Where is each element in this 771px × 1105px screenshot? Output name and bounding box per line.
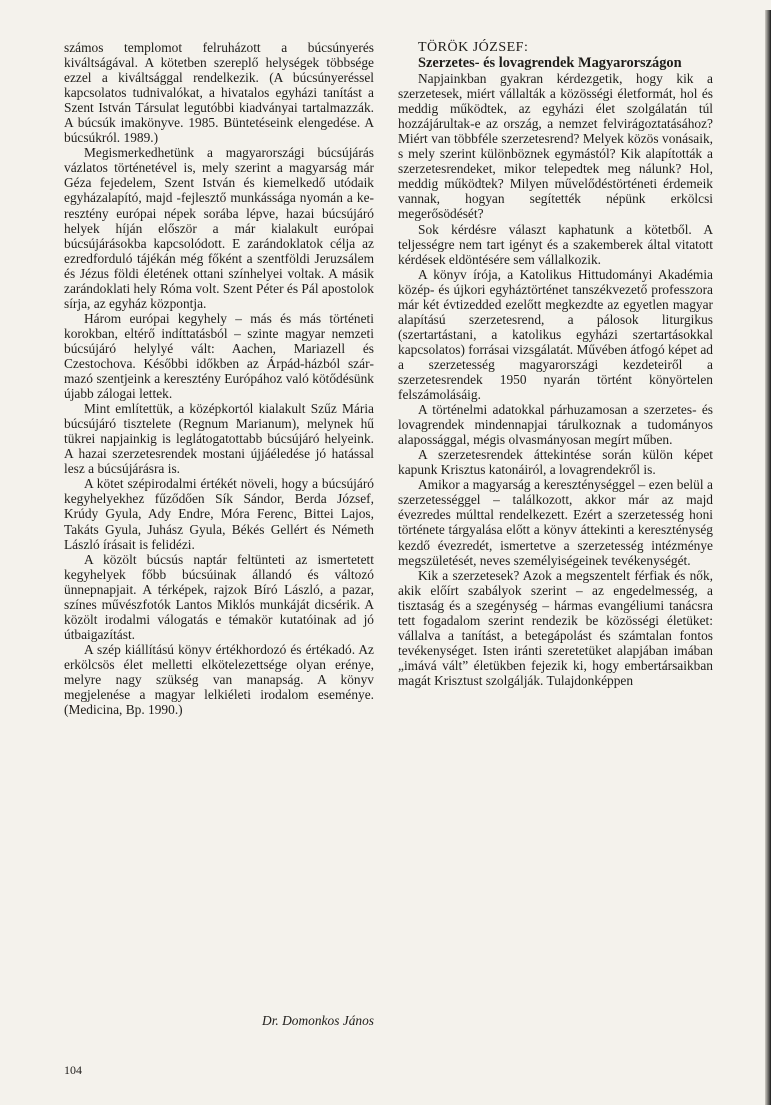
left-paragraph-2: Megismerkedhetünk a magyarországi búcsújárás vázlatos történetével is, mely szerint a magyarság már Géza fejedelem, Szent István és kiemelkedő utódaik egyházalapító, majd -fejlesztő munkássága nyomán a keresztény európai népek sorába lépve, hazai búcsújáró helyek híján először a már kialakult európai búcsújárásokba kapcsolódott. E zarándoklatok célja az ezredforduló tájékán még főként a szentföldi Jeruzsálem és Jézus földi életének ottani színhelyei voltak. A másik zarándoklati hely Róma volt. Szent Péter és Pál apostolok sírja, az egyház központja. — [64, 145, 374, 311]
scan-edge-shadow — [765, 10, 771, 1105]
page-number: 104 — [64, 1063, 82, 1077]
right-paragraph-2: Sok kérdésre választ kaphatunk a kötetből. A teljességre nem tart igényt és a szakemberek által vitatott kérdések eldöntésére sem vállalkozik. — [398, 221, 713, 267]
right-paragraph-3: A könyv írója, a Katolikus Hittudományi Akadémia közép- és újkori egyháztörténet tanszékvezető professzora már két évtizedded ezelőtt megkezdte az egyetlen magyar alapítású szerzetesrend, a pálosok liturgikus (szertartástani, a katolikus egyházi szertartásokkal kapcsolatos) forrásai vizsgálatát. Művében átfogó képet ad a szerzetesség magyarországi kezdeteiről a szerzetesrendek 1950 nyarán történt könyörtelen felszámolásáig. — [398, 266, 713, 403]
left-paragraph-7: A szép kiállítású könyv értékhordozó és értékadó. Az erkölcsös élet melletti elkötelezettsége olyan erénye, melyre nagy szükség van manapság. A könyv megjelenése a magyar lelkiéleti irodalom eseménye. (Medicina, Bp. 1990.) — [64, 641, 374, 718]
left-paragraph-1: számos templomot felruházott a búcsúnyerés kiváltságával. A kötetben szereplő helységek többsége ezzel a kiváltsággal rendelkezik. (A búcsúnyeréssel kapcsolatos tudnivalókat, a hivatalos egyházi tanítást a Szent István Társulat legutóbbi kiadványai tartalmazzák. A búcsúk imakönyve. 1985. Büntetéseink elengedése. A búcsúkról. 1989.) — [64, 40, 374, 146]
left-paragraph-3: Három európai kegyhely – más és más történeti korokban, eltérő indíttatásból – szinte magyar nemzeti búcsújáró helylyé vált: Aachen, Mariazell és Czestochova. Későbbi időkben az Árpád-házból származó szentjeink a keresztény Európához való kötődésünk újabb zálogai lettek. — [64, 310, 374, 402]
right-paragraph-6: Amikor a magyarság a kereszténységgel – ezen belül a szerzetességgel – találkozott, akkor már az majd évezredes múlttal rendelkezett. Ezért a szerzetesség honi története tárgyalása előtt a könyv áttekinti a kereszténység kezdő évezredét, ismertetve a szerzetesség intézménye megszületését, neves személyiségeinek tevékenységét. — [398, 477, 713, 568]
article-title: Szerzetes- és lovagrendek Magyarországon — [418, 55, 682, 72]
right-paragraph-5: A szerzetesrendek áttekintése során külön képet kapunk Krisztus katonáiról, a lovagrendekről is. — [398, 447, 713, 478]
right-paragraph-4: A történelmi adatokkal párhuzamosan a szerzetes- és lovagrendek mindennapjai tárulkoznak a tudományos alapossággal, mégis olvasmányosan megírt műben. — [398, 402, 713, 448]
left-paragraph-4: Mint említettük, a középkortól kialakult Szűz Mária búcsújáró tisztelete (Regnum Marianum), melynek hű tükrei napjainkig is leglátogatottabb búcsújáró helyeink. A hazai szerzetesrendek mostani újjáéledése jó hatással lesz a búcsújárásra is. — [64, 401, 374, 477]
review-author: Dr. Domonkos János — [262, 1013, 374, 1028]
left-column — [64, 40, 374, 717]
right-paragraph-1: Napjainkban gyakran kérdezgetik, hogy kik a szerzetesek, miért vállalták a közösségi életformát, hol és meddig működtek, az egyházi élet szolgálatán túl hozzájárultak-e az ország, a nemzet felvirágoztatásához? Miért van többféle szerzetesrend? Melyek közös vonásaik, s mely szerint különböznek egymástól? Kik alapították a szerzetesrendeket, mikor telepedtek meg nálunk? Hol, meddig működtek? Milyen művelődéstörténeti érdemeik vannak, hogyan segítették népünk erkölcsi megerősödését? — [398, 71, 713, 222]
right-paragraph-7: Kik a szerzetesek? Azok a megszentelt férfiak és nők, akik előírt szabályok szerint – az engedelmesség, a tisztaság és a szegénység – hármas evangéliumi tanácsra tett fogadalom szerint rendezik be közösségi életüket: vállalva a tanítást, a betegápolást és számtalan fontos tevékenységet. Isten iránti szeretetüket alapjában imában „imává vált” életükben fejezik ki, hogy embertársaikban magát Krisztust szolgálják. Tulajdonképpen — [398, 567, 713, 688]
left-paragraph-5: A kötet szépirodalmi értékét növeli, hogy a búcsújáró kegyhelyekhez fűződően Sík Sándor, Berda József, Krúdy Gyula, Ady Endre, Móra Ferenc, Bittei Lajos, Takáts Gyula, Juhász Gyula, Békés Gellért és Németh László írásait is felidézi. — [64, 476, 374, 552]
article-author-header: TÖRÖK JÓZSEF: — [418, 40, 529, 55]
right-column — [398, 40, 713, 688]
left-paragraph-6: A közölt búcsús naptár feltünteti az ismertetett kegyhelyek főbb búcsúinak állandó és változó ünnepnapjait. A térképek, rajzok Bíró László, a pazar, színes művészfotók Lantos Miklós munkáját dicsérik. A közölt irodalmi válogatás e témakör kutatóinak ad jó útbaigazítást. — [64, 551, 374, 642]
